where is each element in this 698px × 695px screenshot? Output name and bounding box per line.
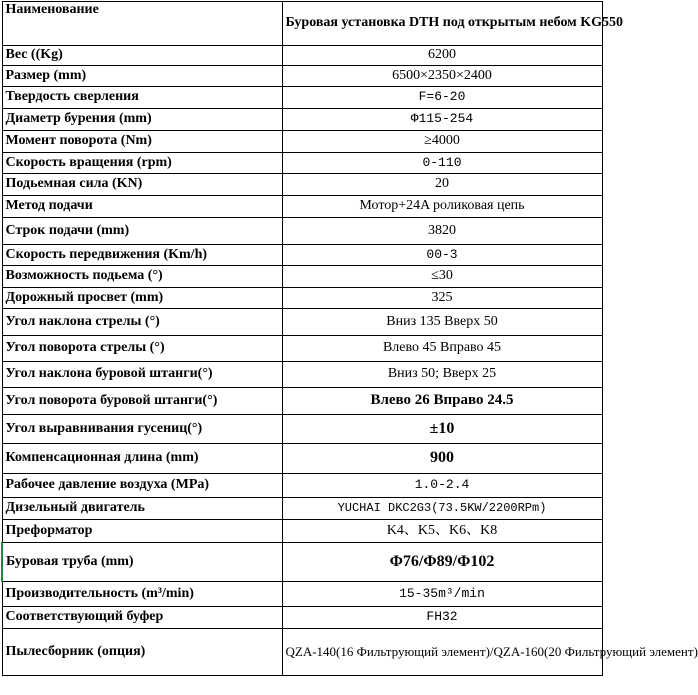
table-row: [2, 153, 602, 174]
param-name: Диаметр бурения (mm): [2, 109, 282, 131]
param-name: Угол поворота буровой штанги(°): [2, 388, 282, 415]
param-name: Строк подачи (mm): [2, 218, 282, 245]
table-row: [2, 218, 602, 245]
param-name: Дорожный просвет (mm): [2, 288, 282, 309]
param-value: Φ76/Φ89/Φ102: [282, 543, 602, 582]
param-name: Буровая труба (mm): [2, 543, 282, 582]
specification-table: [1, 1, 698, 676]
table-row: [2, 415, 602, 444]
param-value: Влево 45 Вправо 45: [282, 336, 602, 362]
param-name: Угол наклона стрелы (°): [2, 309, 282, 336]
param-name: Угол наклона буровой штанги(°): [2, 362, 282, 388]
param-name: Преформатор: [2, 520, 282, 543]
param-name: Соответствующий буфер: [2, 607, 282, 629]
param-name: Угол поворота стрелы (°): [2, 336, 282, 362]
table-row: [2, 174, 602, 196]
param-value: 325: [282, 288, 602, 309]
param-value: 1.0-2.4: [282, 474, 602, 498]
param-value: 3820: [282, 218, 602, 245]
header-name-cell: Наименование: [2, 2, 282, 46]
table-row: [2, 109, 602, 131]
table-row: [2, 474, 602, 498]
param-value: 0-110: [282, 153, 602, 174]
table-row: [2, 607, 602, 629]
param-value: 6200: [282, 46, 602, 66]
param-name: Возможность подьема (°): [2, 266, 282, 288]
param-name: Метод подачи: [2, 196, 282, 218]
param-value: Влево 26 Вправо 24.5: [282, 388, 602, 415]
param-value: 20: [282, 174, 602, 196]
param-name: Твердость сверления: [2, 87, 282, 109]
param-value: ±10: [282, 415, 602, 444]
param-value: QZA-140(16 Фильтрующий элемент)/QZA-160(20 Фильтрующий элемент): [282, 629, 602, 676]
param-value: ≥4000: [282, 131, 602, 153]
table-row: [2, 543, 602, 582]
table-row: [2, 582, 602, 607]
param-name: Момент поворота (Nm): [2, 131, 282, 153]
table-row: [2, 131, 602, 153]
table-row: [2, 388, 602, 415]
table-row: [2, 266, 602, 288]
param-value: ≤30: [282, 266, 602, 288]
param-name: Дизельный двигатель: [2, 498, 282, 520]
param-name: Компенсационная длина (mm): [2, 444, 282, 474]
param-value: K4、K5、K6、K8: [282, 520, 602, 543]
param-value: Φ115-254: [282, 109, 602, 131]
param-value: F=6-20: [282, 87, 602, 109]
table-row: [2, 498, 602, 520]
param-name: Скорость передвижения (Km/h): [2, 245, 282, 266]
table-row: [2, 196, 602, 218]
param-value: Вниз 50; Вверх 25: [282, 362, 602, 388]
table-header-row: [2, 2, 602, 46]
param-value: 900: [282, 444, 602, 474]
param-value: 6500×2350×2400: [282, 66, 602, 87]
param-name: Размер (mm): [2, 66, 282, 87]
param-name: Производительность (m³/min): [2, 582, 282, 607]
table-row: [2, 66, 602, 87]
header-value-cell: Буровая установка DTH под открытым небом KG550: [282, 2, 602, 46]
table-row: [2, 520, 602, 543]
table-row: [2, 444, 602, 474]
table-row: [2, 362, 602, 388]
param-name: Скорость вращения (rpm): [2, 153, 282, 174]
param-value: Мотор+24A роликовая цепь: [282, 196, 602, 218]
table-row: [2, 46, 602, 66]
param-value: FH32: [282, 607, 602, 629]
table-row: [2, 288, 602, 309]
param-name: Подьемная сила (KN): [2, 174, 282, 196]
param-value: 15-35m³/min: [282, 582, 602, 607]
param-value: YUCHAI DKC2G3(73.5KW/2200RPm): [282, 498, 602, 520]
param-name: Угол выравнивания гусениц(°): [2, 415, 282, 444]
table-row: [2, 336, 602, 362]
table-row: [2, 87, 602, 109]
param-value: Вниз 135 Вверх 50: [282, 309, 602, 336]
table-row: [2, 245, 602, 266]
param-name: Рабочее давление воздуха (MPa): [2, 474, 282, 498]
table-row: [2, 629, 602, 676]
param-name: Пылесборник (опция): [2, 629, 282, 676]
param-value: 00-3: [282, 245, 602, 266]
param-name: Вес ((Kg): [2, 46, 282, 66]
table-row: [2, 309, 602, 336]
